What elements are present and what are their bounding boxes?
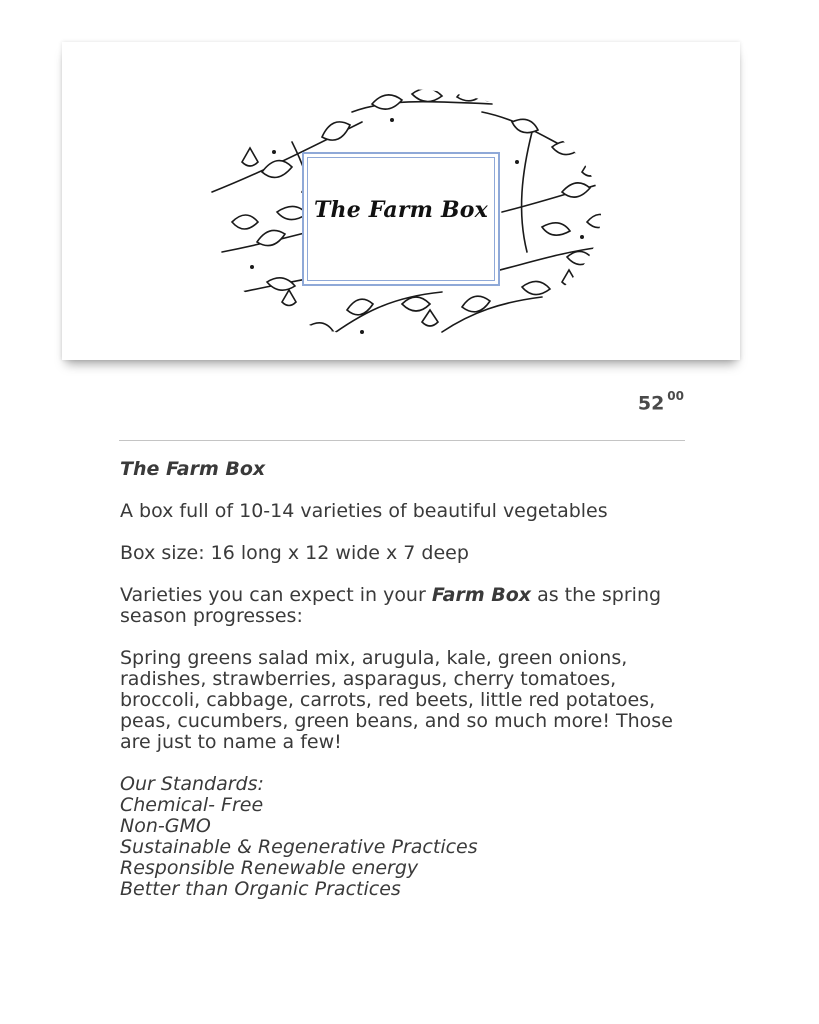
varieties-intro — [120, 585, 690, 627]
logo-text: The Farm Box — [313, 197, 488, 223]
divider — [119, 440, 685, 441]
varieties-intro-pre: Varieties you can expect in your — [120, 584, 432, 606]
product-image-banner — [62, 42, 740, 360]
product-title: The Farm Box — [120, 458, 266, 480]
varieties-intro-post: as the spring season progresses: — [120, 584, 662, 627]
product-price — [638, 391, 684, 414]
standard-item: Sustainable & Regenerative Practices — [120, 836, 478, 858]
standards-list — [120, 774, 690, 900]
box-size: Box size: 16 long x 12 wide x 7 deep — [120, 542, 469, 564]
varieties-list: Spring greens salad mix, arugula, kale, green onions, radishes, strawberries, asparagus, cherry tomatoes, broccoli, cabbage, carrots, red beets, little red potatoes, peas, cucumbers, green beans, and so much more! Those are just to name a few! — [120, 647, 673, 753]
standard-item: Non-GMO — [120, 815, 211, 837]
price-whole: 52 — [637, 392, 665, 415]
product-tagline: A box full of 10-14 varieties of beautiful vegetables — [120, 500, 608, 522]
standard-item: Better than Organic Practices — [120, 878, 401, 900]
varieties-intro-bold: Farm Box — [431, 584, 532, 606]
standard-item: Chemical- Free — [120, 794, 264, 816]
standard-item: Responsible Renewable energy — [120, 857, 419, 879]
product-description — [120, 459, 690, 900]
price-cents: 00 — [667, 389, 684, 403]
standards-heading: Our Standards: — [120, 773, 264, 795]
